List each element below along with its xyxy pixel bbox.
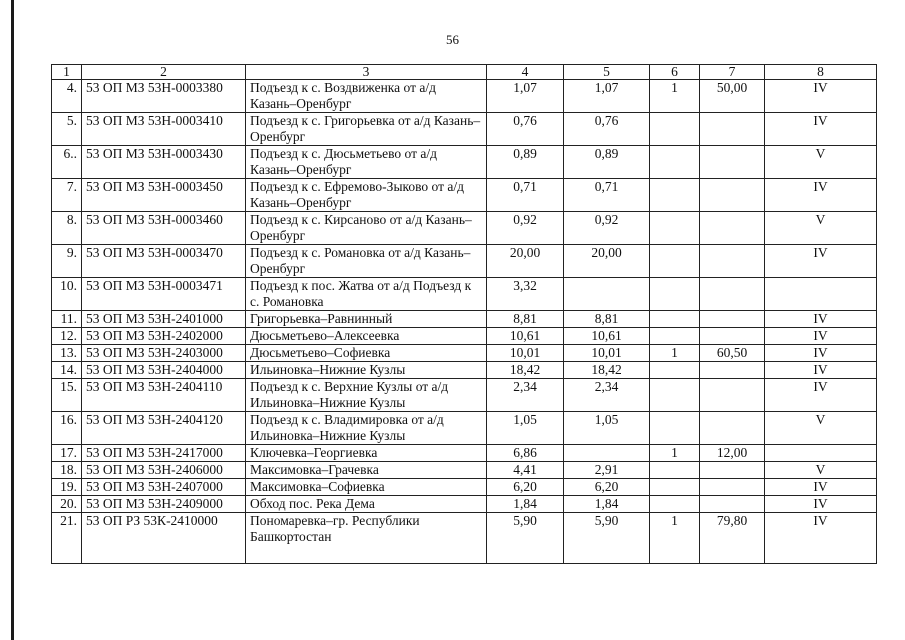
table-row xyxy=(52,362,877,379)
length-total: 0,89 xyxy=(487,146,564,179)
road-code: 53 ОП МЗ 53Н-0003460 xyxy=(82,212,246,245)
row-number: 20. xyxy=(52,496,82,513)
row-number: 7. xyxy=(52,179,82,212)
length-paved: 18,42 xyxy=(564,362,650,379)
road-code: 53 ОП МЗ 53Н-2409000 xyxy=(82,496,246,513)
road-code: 53 ОП МЗ 53Н-0003450 xyxy=(82,179,246,212)
bridge-count xyxy=(650,328,700,345)
table-row xyxy=(52,462,877,479)
road-name: Григорьевка–Равнинный xyxy=(246,311,487,328)
row-number: 14. xyxy=(52,362,82,379)
length-paved: 20,00 xyxy=(564,245,650,278)
left-margin-rule xyxy=(11,0,14,640)
bridge-length xyxy=(700,311,765,328)
length-paved: 5,90 xyxy=(564,513,650,564)
road-code: 53 ОП МЗ 53Н-2407000 xyxy=(82,479,246,496)
bridge-count xyxy=(650,379,700,412)
road-category: IV xyxy=(765,80,877,113)
table-row xyxy=(52,445,877,462)
row-number: 11. xyxy=(52,311,82,328)
bridge-length: 50,00 xyxy=(700,80,765,113)
table-row xyxy=(52,212,877,245)
bridge-length xyxy=(700,278,765,311)
bridge-count xyxy=(650,479,700,496)
table-row xyxy=(52,113,877,146)
road-category: IV xyxy=(765,311,877,328)
road-category: IV xyxy=(765,479,877,496)
length-paved: 0,92 xyxy=(564,212,650,245)
road-name: Подъезд к пос. Жатва от а/д Подъезд к с. Романовка xyxy=(246,278,487,311)
length-paved: 8,81 xyxy=(564,311,650,328)
road-name: Подъезд к с. Воздвиженка от а/д Казань–Оренбург xyxy=(246,80,487,113)
length-paved: 6,20 xyxy=(564,479,650,496)
bridge-length: 12,00 xyxy=(700,445,765,462)
road-code: 53 ОП МЗ 53Н-2404110 xyxy=(82,379,246,412)
road-name: Подъезд к с. Владимировка от а/д Ильиновка–Нижние Кузлы xyxy=(246,412,487,445)
col-header: 8 xyxy=(765,65,877,80)
table-body xyxy=(52,80,877,564)
road-name: Подъезд к с. Ефремово-Зыково от а/д Казань–Оренбург xyxy=(246,179,487,212)
road-name: Обход пос. Река Дема xyxy=(246,496,487,513)
bridge-count xyxy=(650,311,700,328)
road-category: V xyxy=(765,212,877,245)
row-number: 9. xyxy=(52,245,82,278)
bridge-count xyxy=(650,412,700,445)
col-header: 1 xyxy=(52,65,82,80)
bridge-length xyxy=(700,146,765,179)
length-total: 1,84 xyxy=(487,496,564,513)
road-name: Подъезд к с. Григорьевка от а/д Казань–Оренбург xyxy=(246,113,487,146)
table-row xyxy=(52,179,877,212)
road-code: 53 ОП МЗ 53Н-0003410 xyxy=(82,113,246,146)
bridge-count xyxy=(650,462,700,479)
road-category: IV xyxy=(765,513,877,564)
bridge-count: 1 xyxy=(650,345,700,362)
length-total: 4,41 xyxy=(487,462,564,479)
road-code: 53 ОП МЗ 53Н-2401000 xyxy=(82,311,246,328)
page-number: 56 xyxy=(446,32,459,47)
bridge-length xyxy=(700,362,765,379)
row-number: 16. xyxy=(52,412,82,445)
bridge-length xyxy=(700,379,765,412)
col-header: 3 xyxy=(246,65,487,80)
length-total: 1,07 xyxy=(487,80,564,113)
road-code: 53 ОП МЗ 53Н-0003470 xyxy=(82,245,246,278)
road-category: IV xyxy=(765,328,877,345)
road-category: IV xyxy=(765,113,877,146)
length-paved xyxy=(564,278,650,311)
road-code: 53 ОП МЗ 53Н-0003380 xyxy=(82,80,246,113)
length-paved xyxy=(564,445,650,462)
length-total: 0,76 xyxy=(487,113,564,146)
row-number: 4. xyxy=(52,80,82,113)
bridge-length xyxy=(700,496,765,513)
length-total: 3,32 xyxy=(487,278,564,311)
col-header: 2 xyxy=(82,65,246,80)
length-total: 8,81 xyxy=(487,311,564,328)
length-total: 10,01 xyxy=(487,345,564,362)
row-number: 10. xyxy=(52,278,82,311)
row-number: 15. xyxy=(52,379,82,412)
bridge-count xyxy=(650,496,700,513)
road-code: 53 ОП МЗ 53Н-0003430 xyxy=(82,146,246,179)
row-number: 19. xyxy=(52,479,82,496)
col-header: 5 xyxy=(564,65,650,80)
bridge-length xyxy=(700,479,765,496)
row-number: 6.. xyxy=(52,146,82,179)
road-name: Подъезд к с. Дюсьметьево от а/д Казань–Оренбург xyxy=(246,146,487,179)
length-paved: 2,34 xyxy=(564,379,650,412)
bridge-count xyxy=(650,245,700,278)
bridge-count xyxy=(650,146,700,179)
length-paved: 0,76 xyxy=(564,113,650,146)
road-category: IV xyxy=(765,496,877,513)
road-name: Подъезд к с. Верхние Кузлы от а/д Ильиновка–Нижние Кузлы xyxy=(246,379,487,412)
length-paved: 1,05 xyxy=(564,412,650,445)
road-code: 53 ОП МЗ 53Н-2402000 xyxy=(82,328,246,345)
road-category: IV xyxy=(765,179,877,212)
road-name: Дюсьметьево–Софиевка xyxy=(246,345,487,362)
bridge-count xyxy=(650,212,700,245)
length-paved: 0,89 xyxy=(564,146,650,179)
table-row xyxy=(52,146,877,179)
table-row xyxy=(52,345,877,362)
bridge-count xyxy=(650,278,700,311)
bridge-count xyxy=(650,362,700,379)
length-paved: 2,91 xyxy=(564,462,650,479)
road-category: IV xyxy=(765,245,877,278)
bridge-length xyxy=(700,179,765,212)
road-code: 53 ОП МЗ 53Н-2417000 xyxy=(82,445,246,462)
length-total: 6,86 xyxy=(487,445,564,462)
table-row xyxy=(52,311,877,328)
bridge-length xyxy=(700,245,765,278)
row-number: 13. xyxy=(52,345,82,362)
road-category xyxy=(765,445,877,462)
row-number: 8. xyxy=(52,212,82,245)
road-category: IV xyxy=(765,379,877,412)
length-paved: 1,84 xyxy=(564,496,650,513)
road-category: V xyxy=(765,412,877,445)
table-row xyxy=(52,496,877,513)
road-name: Ключевка–Георгиевка xyxy=(246,445,487,462)
length-total: 10,61 xyxy=(487,328,564,345)
road-name: Ильиновка–Нижние Кузлы xyxy=(246,362,487,379)
road-category xyxy=(765,278,877,311)
road-category: V xyxy=(765,146,877,179)
row-number: 18. xyxy=(52,462,82,479)
bridge-count: 1 xyxy=(650,80,700,113)
col-header: 6 xyxy=(650,65,700,80)
bridge-length xyxy=(700,412,765,445)
row-number: 21. xyxy=(52,513,82,564)
table-row xyxy=(52,513,877,564)
header-row xyxy=(52,65,877,80)
road-code: 53 ОП МЗ 53Н-2403000 xyxy=(82,345,246,362)
length-total: 18,42 xyxy=(487,362,564,379)
bridge-length xyxy=(700,212,765,245)
length-total: 5,90 xyxy=(487,513,564,564)
roads-table xyxy=(51,64,877,564)
table-row xyxy=(52,80,877,113)
bridge-count xyxy=(650,113,700,146)
bridge-length xyxy=(700,113,765,146)
row-number: 17. xyxy=(52,445,82,462)
road-name: Подъезд к с. Кирсаново от а/д Казань–Оренбург xyxy=(246,212,487,245)
table-row xyxy=(52,412,877,445)
length-paved: 10,61 xyxy=(564,328,650,345)
length-paved: 1,07 xyxy=(564,80,650,113)
road-code: 53 ОП МЗ 53Н-2404120 xyxy=(82,412,246,445)
table-row xyxy=(52,278,877,311)
length-total: 1,05 xyxy=(487,412,564,445)
row-number: 12. xyxy=(52,328,82,345)
bridge-length: 60,50 xyxy=(700,345,765,362)
length-total: 0,92 xyxy=(487,212,564,245)
bridge-length xyxy=(700,462,765,479)
length-total: 2,34 xyxy=(487,379,564,412)
table-row xyxy=(52,479,877,496)
bridge-length: 79,80 xyxy=(700,513,765,564)
length-total: 6,20 xyxy=(487,479,564,496)
road-category: IV xyxy=(765,345,877,362)
col-header: 4 xyxy=(487,65,564,80)
length-paved: 10,01 xyxy=(564,345,650,362)
road-name: Максимовка–Софиевка xyxy=(246,479,487,496)
road-name: Максимовка–Грачевка xyxy=(246,462,487,479)
road-name: Дюсьметьево–Алексеевка xyxy=(246,328,487,345)
road-category: IV xyxy=(765,362,877,379)
bridge-count: 1 xyxy=(650,445,700,462)
row-number: 5. xyxy=(52,113,82,146)
table-row xyxy=(52,328,877,345)
col-header: 7 xyxy=(700,65,765,80)
length-total: 0,71 xyxy=(487,179,564,212)
road-name: Подъезд к с. Романовка от а/д Казань–Оренбург xyxy=(246,245,487,278)
road-name: Пономаревка–гр. Республики Башкортостан xyxy=(246,513,487,564)
road-code: 53 ОП МЗ 53Н-2404000 xyxy=(82,362,246,379)
bridge-length xyxy=(700,328,765,345)
length-total: 20,00 xyxy=(487,245,564,278)
road-category: V xyxy=(765,462,877,479)
bridge-count: 1 xyxy=(650,513,700,564)
table-row xyxy=(52,379,877,412)
table-row xyxy=(52,245,877,278)
road-code: 53 ОП МЗ 53Н-2406000 xyxy=(82,462,246,479)
bridge-count xyxy=(650,179,700,212)
road-code: 53 ОП МЗ 53Н-0003471 xyxy=(82,278,246,311)
road-code: 53 ОП РЗ 53К-2410000 xyxy=(82,513,246,564)
length-paved: 0,71 xyxy=(564,179,650,212)
